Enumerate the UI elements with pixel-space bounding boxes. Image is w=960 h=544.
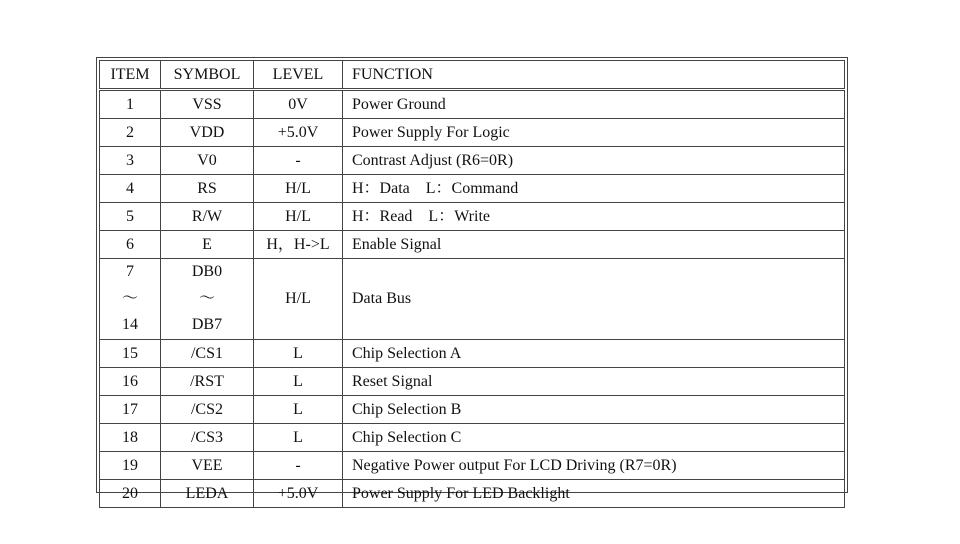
cell-level: 0V (254, 90, 343, 119)
header-item: ITEM (100, 61, 161, 90)
cell-symbol: VEE (161, 452, 254, 480)
table-row (100, 90, 845, 119)
cell-function: H：Read L：Write (343, 203, 845, 231)
cell-level: +5.0V (254, 119, 343, 147)
item-range-start: 7 (126, 263, 134, 280)
cell-level: H/L (254, 259, 343, 340)
cell-symbol: /CS3 (161, 424, 254, 452)
cell-function: Enable Signal (343, 231, 845, 259)
table-row (100, 452, 845, 480)
table-row (100, 368, 845, 396)
cell-item: 4 (100, 175, 161, 203)
table-row (100, 424, 845, 452)
header-symbol: SYMBOL (161, 61, 254, 90)
cell-level: H/L (254, 175, 343, 203)
table-row-data-bus (100, 259, 845, 340)
table-row (100, 175, 845, 203)
cell-level: L (254, 368, 343, 396)
table-row (100, 147, 845, 175)
cell-level: L (254, 396, 343, 424)
cell-item: 19 (100, 452, 161, 480)
cell-level: - (254, 452, 343, 480)
cell-level: L (254, 424, 343, 452)
cell-symbol: V0 (161, 147, 254, 175)
cell-item: 2 (100, 119, 161, 147)
cell-function: Chip Selection A (343, 340, 845, 368)
table-row (100, 480, 845, 508)
table-header-row (100, 61, 845, 90)
symbol-range-start: DB0 (191, 263, 223, 280)
cell-item-range (100, 259, 161, 340)
cell-function: Reset Signal (343, 368, 845, 396)
cell-symbol: /CS1 (161, 340, 254, 368)
cell-item: 20 (100, 480, 161, 508)
cell-function: Chip Selection B (343, 396, 845, 424)
cell-function: Contrast Adjust (R6=0R) (343, 147, 845, 175)
cell-symbol: VSS (161, 90, 254, 119)
table-row (100, 340, 845, 368)
cell-function: Power Supply For Logic (343, 119, 845, 147)
cell-level: - (254, 147, 343, 175)
header-function: FUNCTION (343, 61, 845, 90)
table-row (100, 231, 845, 259)
cell-function: Negative Power output For LCD Driving (R7=0R) (343, 452, 845, 480)
table-row (100, 396, 845, 424)
cell-symbol: LEDA (161, 480, 254, 508)
cell-level: L (254, 340, 343, 368)
cell-symbol-range (161, 259, 254, 340)
cell-symbol: VDD (161, 119, 254, 147)
table-row (100, 119, 845, 147)
cell-item: 17 (100, 396, 161, 424)
pin-assignment-table (99, 60, 845, 508)
cell-level: +5.0V (254, 480, 343, 508)
cell-function: Data Bus (343, 259, 845, 340)
symbol-range-end: DB7 (191, 316, 223, 334)
header-level: LEVEL (254, 61, 343, 90)
cell-function: Chip Selection C (343, 424, 845, 452)
cell-symbol: /CS2 (161, 396, 254, 424)
cell-item: 15 (100, 340, 161, 368)
cell-item: 6 (100, 231, 161, 259)
cell-item: 1 (100, 90, 161, 119)
cell-function: Power Ground (343, 90, 845, 119)
cell-level: H/L (254, 203, 343, 231)
symbol-range-tilde: ～ (198, 289, 215, 307)
cell-symbol: /RST (161, 368, 254, 396)
item-range-tilde: ～ (121, 289, 138, 307)
cell-item: 5 (100, 203, 161, 231)
item-range-end: 14 (122, 316, 138, 334)
cell-symbol: RS (161, 175, 254, 203)
cell-function: H：Data L：Command (343, 175, 845, 203)
cell-level: H，H->L (254, 231, 343, 259)
table-row (100, 203, 845, 231)
cell-function: Power Supply For LED Backlight (343, 480, 845, 508)
cell-item: 16 (100, 368, 161, 396)
cell-item: 3 (100, 147, 161, 175)
cell-symbol: R/W (161, 203, 254, 231)
cell-item: 18 (100, 424, 161, 452)
cell-symbol: E (161, 231, 254, 259)
